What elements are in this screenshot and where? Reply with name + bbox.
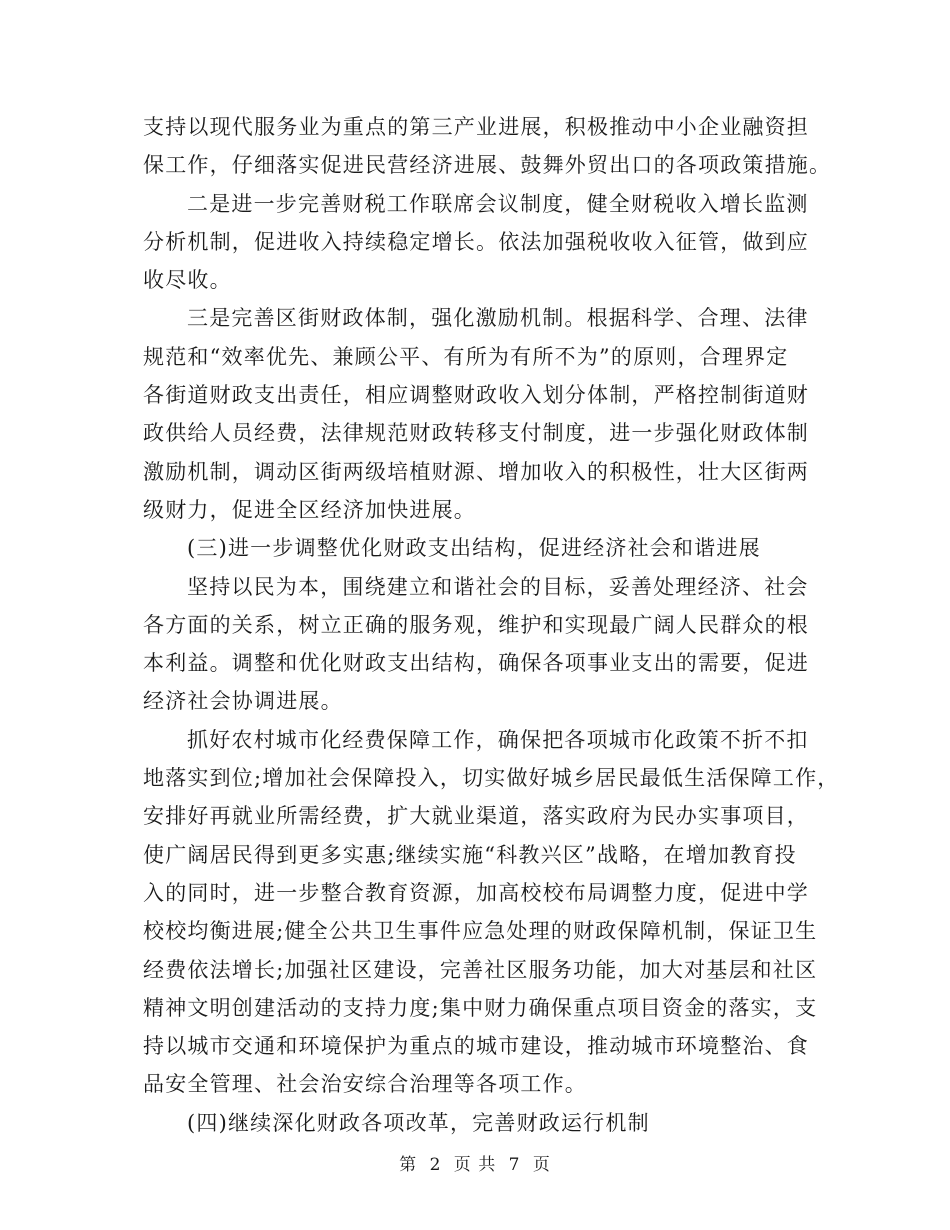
paragraph-start-line: 三是完善区街财政体制，强化激励机制。根据科学、合理、法律 <box>187 306 809 331</box>
text-line: 分析机制，促进收入持续稳定增长。依法加强税收收入征管，做到应 <box>143 229 809 254</box>
page-footer <box>0 1150 950 1175</box>
body-text <box>143 108 840 1142</box>
text-line: 规范和“效率优先、兼顾公平、有所为有所不为”的原则，合理界定 <box>143 344 789 369</box>
text-line: 保工作，仔细落实促进民营经济进展、鼓舞外贸出口的各项政策措施。 <box>143 153 832 178</box>
text-line: 本利益。调整和优化财政支出结构，确保各项事业支出的需要，促进 <box>143 651 809 676</box>
text-line: 安排好再就业所需经费，扩大就业渠道，落实政府为民办实事项目， <box>143 804 809 829</box>
total-page-count: 7 <box>508 1155 521 1175</box>
current-page-number: 2 <box>429 1155 442 1175</box>
paragraph-start-line: 坚持以民为本，围绕建立和谐社会的目标，妥善处理经济、社会 <box>187 574 809 599</box>
paragraph-start-line: 二是进一步完善财税工作联席会议制度，健全财税收入增长监测 <box>187 191 809 216</box>
text-line: 激励机制，调动区街两级培植财源、增加收入的积极性，壮大区街两 <box>143 459 809 484</box>
text-line: 各方面的关系，树立正确的服务观，维护和实现最广阔人民群众的根 <box>143 612 809 637</box>
text-line: 级财力，促进全区经济加快进展。 <box>143 497 476 522</box>
section-heading: (三)进一步调整优化财政支出结构，促进经济社会和谐进展 <box>187 536 761 561</box>
text-line: 使广阔居民得到更多实惠;继续实施“科教兴区”战略，在增加教育投 <box>143 842 797 867</box>
text-line: 支持以现代服务业为重点的第三产业进展，积极推动中小企业融资担 <box>143 115 809 139</box>
footer-suffix: 页 <box>532 1155 551 1175</box>
text-line: 收尽收。 <box>143 268 232 293</box>
text-line: 地落实到位;增加社会保障投入，切实做好城乡居民最低生活保障工作， <box>143 766 840 791</box>
text-line: 精神文明创建活动的支持力度;集中财力确保重点项目资金的落实，支 <box>143 995 818 1020</box>
section-heading: (四)继续深化财政各项改革，完善财政运行机制 <box>187 1110 650 1135</box>
footer-middle: 页 共 <box>453 1155 497 1175</box>
text-line: 经费依法增长;加强社区建设，完善社区服务功能，加大对基层和社区 <box>143 957 818 982</box>
footer-prefix: 第 <box>399 1155 418 1175</box>
text-line: 持以城市交通和环境保护为重点的城市建设，推动城市环境整治、食 <box>143 1034 809 1059</box>
text-line: 入的同时，进一步整合教育资源，加高校校布局调整力度，促进中学 <box>143 880 809 905</box>
text-line: 品安全管理、社会治安综合治理等各项工作。 <box>143 1072 587 1097</box>
text-line: 政供给人员经费，法律规范财政转移支付制度，进一步强化财政体制 <box>143 421 809 446</box>
text-line: 各街道财政支出责任，相应调整财政收入划分体制，严格控制街道财 <box>143 383 809 408</box>
text-line: 经济社会协调进展。 <box>143 689 343 714</box>
paragraph-start-line: 抓好农村城市化经费保障工作，确保把各项城市化政策不折不扣 <box>187 727 809 752</box>
text-line: 校校均衡进展;健全公共卫生事件应急处理的财政保障机制，保证卫生 <box>143 919 818 944</box>
